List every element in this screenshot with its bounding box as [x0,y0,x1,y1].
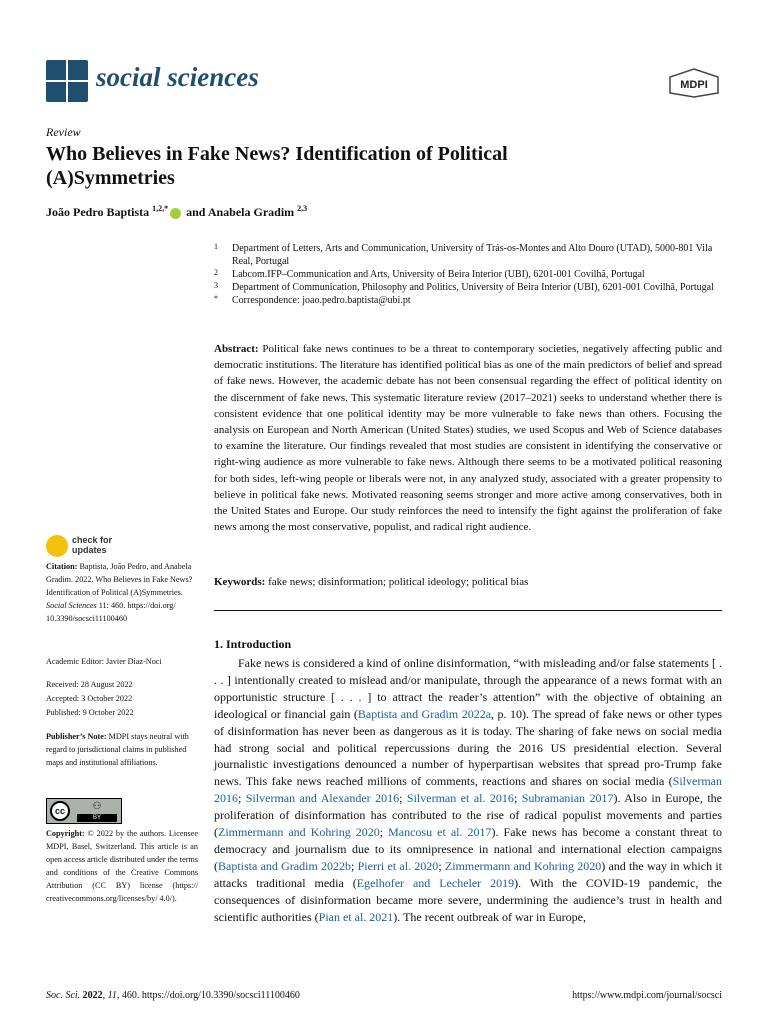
affiliation: 3 Department of Communication, Philosophy and Politics, University of Beira Interior (UBI), 6201-001 Covilhã, Portugal [214,281,714,293]
author-1-sup: 1,2,* [152,204,169,213]
citation-link[interactable]: Zimmermann and Kohring 2020 [218,825,380,840]
citation-link[interactable]: Silverman 2016 [214,774,722,806]
affiliation: 2 Labcom.IFP–Communication and Arts, University of Beira Interior (UBI), 6201-001 Covilhã, Portugal [214,268,645,280]
journal-name: social sciences [96,62,259,92]
citation-link[interactable]: Baptista and Gradim 2022b [218,858,352,873]
keywords [214,576,722,588]
citation-link[interactable]: Zimmermann and Kohring 2020 [444,858,602,873]
author-2[interactable]: Anabela Gradim [207,205,295,219]
affiliations [214,242,724,307]
citation-link[interactable]: Egelhofer and Lecheler 2019 [356,875,515,890]
affiliation: 1 Department of Letters, Arts and Communication, University of Trás-os-Montes and Alto Douro (UTAD), 5000-801 Vila Real, Portugal [214,242,713,267]
citation-link[interactable]: Subramanian 2017 [521,791,614,806]
check-updates-icon [46,535,68,557]
footer-citation: Soc. Sci. 2022, 11, 460. https://doi.org/10.3390/socsci11100460 [46,990,300,1001]
affiliation-correspondence: * Correspondence: joao.pedro.baptista@ubi.pt [214,294,411,306]
orcid-icon[interactable] [170,208,181,219]
academic-editor: Academic Editor: Javier Díaz-Noci [46,657,162,666]
cc-by-license-icon[interactable]: cc ⚇ BY [46,798,122,824]
received-date: Received: 28 August 2022 [46,680,133,689]
copyright-notice: Copyright: © 2022 by the authors. Licensee MDPI, Basel, Switzerland. This article is an open access article distributed under the terms and conditions of the Creative Commons Attribution (CC BY) license (https:// creativecommons.org/licenses/by/ 4.0/). [46,829,199,903]
abstract [214,341,722,535]
abstract-text: Political fake news continues to be a threat to contemporary societies, negatively affecting public and democratic institutions. The literature has identified political bias as one of the main predictors of belief and spread of fake news. However, the academic debate has not been consensual regarding the effect of political identity on the discernment of fake news. This systematic literature review (2017–2021) seeks to understand whether there is consistent evidence that one political identity may be more vulnerable to fake news than others. Focusing the analysis on European and North American (United States) studies, we used Scopus and Web of Science databases to examine the literature. Our findings revealed that most studies are consistent in identifying the conservative or right-wing audience as more vulnerable to fake news. Although there seems to be a motivated political reasoning for both sides, left-wing people or liberals were not, in any analyzed study, associated with a greater propensity to believe in political fake news. Motivated reasoning seems stronger and more active among conservatives, both in the United States and Europe. Our study reinforces the need to intensify the fight against the proliferation of fake news among the most conservative, populist, and radical right audience. [214,343,722,534]
citation-link[interactable]: Baptista and Gradim 2022a [357,706,492,721]
accepted-date: Accepted: 3 October 2022 [46,694,133,703]
citation-link[interactable]: Pierri et al. 2020 [357,858,439,873]
publisher-note: Publisher’s Note: MDPI stays neutral with regard to jurisdictional claims in published maps and institutional affiliations. [46,732,189,767]
citation-link[interactable]: Silverman et al. 2016 [406,791,514,806]
keywords-text: fake news; disinformation; political ideology; political bias [268,576,529,588]
section-title: 1. Introduction [214,637,292,651]
author-and: and [186,205,206,219]
author-2-sup: 2,3 [297,204,308,213]
published-date: Published: 9 October 2022 [46,708,134,717]
check-for-updates-button[interactable]: check for updates [46,533,156,559]
author-1[interactable]: João Pedro Baptista [46,205,150,219]
citation-link[interactable]: Mancosu et al. 2017 [388,825,492,840]
publisher-name: MDPI [680,79,708,91]
journal-emblem-icon [46,60,88,102]
abstract-label: Abstract: [214,343,259,355]
article-type: Review [46,125,81,139]
section-divider [214,610,722,611]
citation-block: Citation: Baptista, João Pedro, and Anabela Gradim. 2022. Who Believes in Fake News? Identification of Political (A)Symmetries. Social Sciences 11: 460. https://doi.org/ 10.3390/socsci11100460 [46,562,193,623]
author-line [46,204,307,220]
mdpi-logo-icon [668,68,720,98]
keywords-label: Keywords: [214,576,266,588]
footer-journal-url[interactable]: https://www.mdpi.com/journal/socsci [572,990,722,1001]
citation-link[interactable]: Pian et al. 2021 [318,909,394,924]
article-title: Who Believes in Fake News? Identification of Political (A)Symmetries [46,143,508,189]
intro-paragraph: Fake news is considered a kind of online disinformation, “with misleading and/or false statements [ . . . ] intentionally created to mislead and/or manipulate, through the appearance of a news format with an opportunistic structure [ . . . ] to attract the reader’s attention” with the objective of obtaining an ideological or financial gain (Baptista and Gradim 2022a, p. 10). The spread of fake news or other types of disinformation has never been as dangerous as it is today. The sharing of fake news on social media had strong social and political repercussions during the 2016 US presidential election. Several journalistic investigations denounced a number of hyperpartisan websites that spread pro-Trump fake news. This fake news reached millions of comments, reactions and shares on social media (Silverman 2016; Silverman and Alexander 2016; Silverman et al. 2016; Subramanian 2017). Also in Europe, the proliferation of disinformation has contributed to the rise of radical populist movements and parties (Zimmermann and Kohring 2020; Mancosu et al. 2017). Fake news has become a constant threat to democracy and journalism due to its omnipresence in national and international election campaigns (Baptista and Gradim 2022b; Pierri et al. 2020; Zimmermann and Kohring 2020) and the way in which it attacks traditional media (Egelhofer and Lecheler 2019). With the COVID-19 pandemic, the consequences of disinformation became more severe, undermining the audience’s trust in health and scientific authorities (Pian et al. 2021). The recent outbreak of war in Europe, [214,656,723,924]
citation-link[interactable]: Silverman and Alexander 2016 [245,791,400,806]
